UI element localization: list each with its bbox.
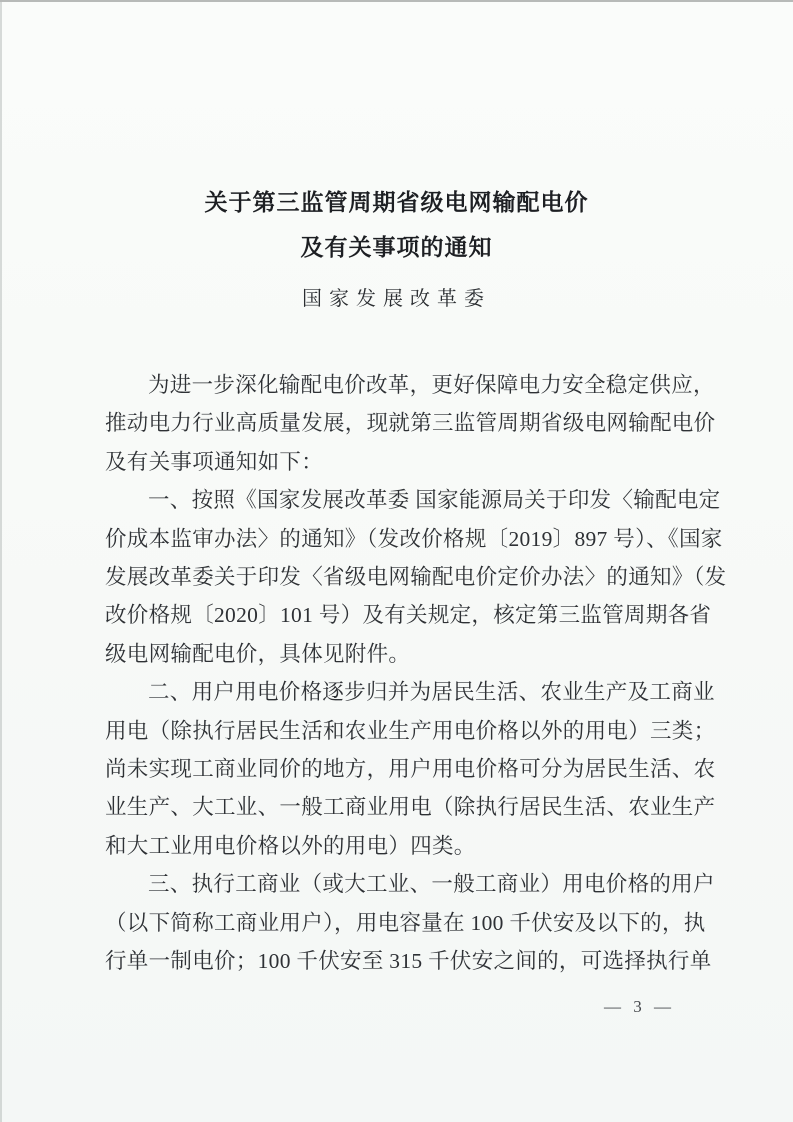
body-line: 行单一制电价；100 千伏安至 315 千伏安之间的，可选择执行单 <box>105 949 712 974</box>
body-line: 推动电力行业高质量发展，现就第三监管周期省级电网输配电价 <box>105 411 716 436</box>
body-line: 业生产、大工业、一般工商业用电（除执行居民生活、农业生产 <box>105 795 716 820</box>
document-author: 国家发展改革委 <box>302 288 491 310</box>
body-line: 尚未实现工商业同价的地方，用户用电价格可分为居民生活、农 <box>105 757 716 782</box>
page-number: — 3 — <box>604 997 675 1016</box>
document-title-line-1: 关于第三监管周期省级电网输配电价 <box>204 190 589 215</box>
body-line: 及有关事项通知如下： <box>105 449 324 474</box>
body-line: （以下简称工商业用户），用电容量在 100 千伏安及以下的，执 <box>105 910 706 935</box>
document-title-line-2: 及有关事项的通知 <box>300 235 493 260</box>
document-title <box>0 2 793 270</box>
body-line: 和大工业用电价格以外的用电）四类。 <box>105 833 476 858</box>
body-line: 改价格规〔2020〕101 号）及有关规定，核定第三监管周期各省 <box>105 603 712 628</box>
body-line: 一、按照《国家发展改革委 国家能源局关于印发〈输配电定 <box>148 488 721 513</box>
body-line: 二、用户用电价格逐步归并为居民生活、农业生产及工商业 <box>148 680 715 705</box>
body-line: 三、执行工商业（或大工业、一般工商业）用电价格的用户 <box>148 872 715 897</box>
body-line: 为进一步深化输配电价改革，更好保障电力安全稳定供应， <box>148 373 715 397</box>
body-line: 级电网输配电价，具体见附件。 <box>105 641 411 666</box>
body-line: 发展改革委关于印发〈省级电网输配电价定价办法〉的通知》（发 <box>105 565 727 590</box>
document-body <box>105 366 727 981</box>
body-line: 价成本监审办法〉的通知》（发改价格规〔2019〕897 号）、《国家 <box>105 526 723 551</box>
body-line: 用电（除执行居民生活和农业生产用电价格以外的用电）三类； <box>105 718 716 743</box>
